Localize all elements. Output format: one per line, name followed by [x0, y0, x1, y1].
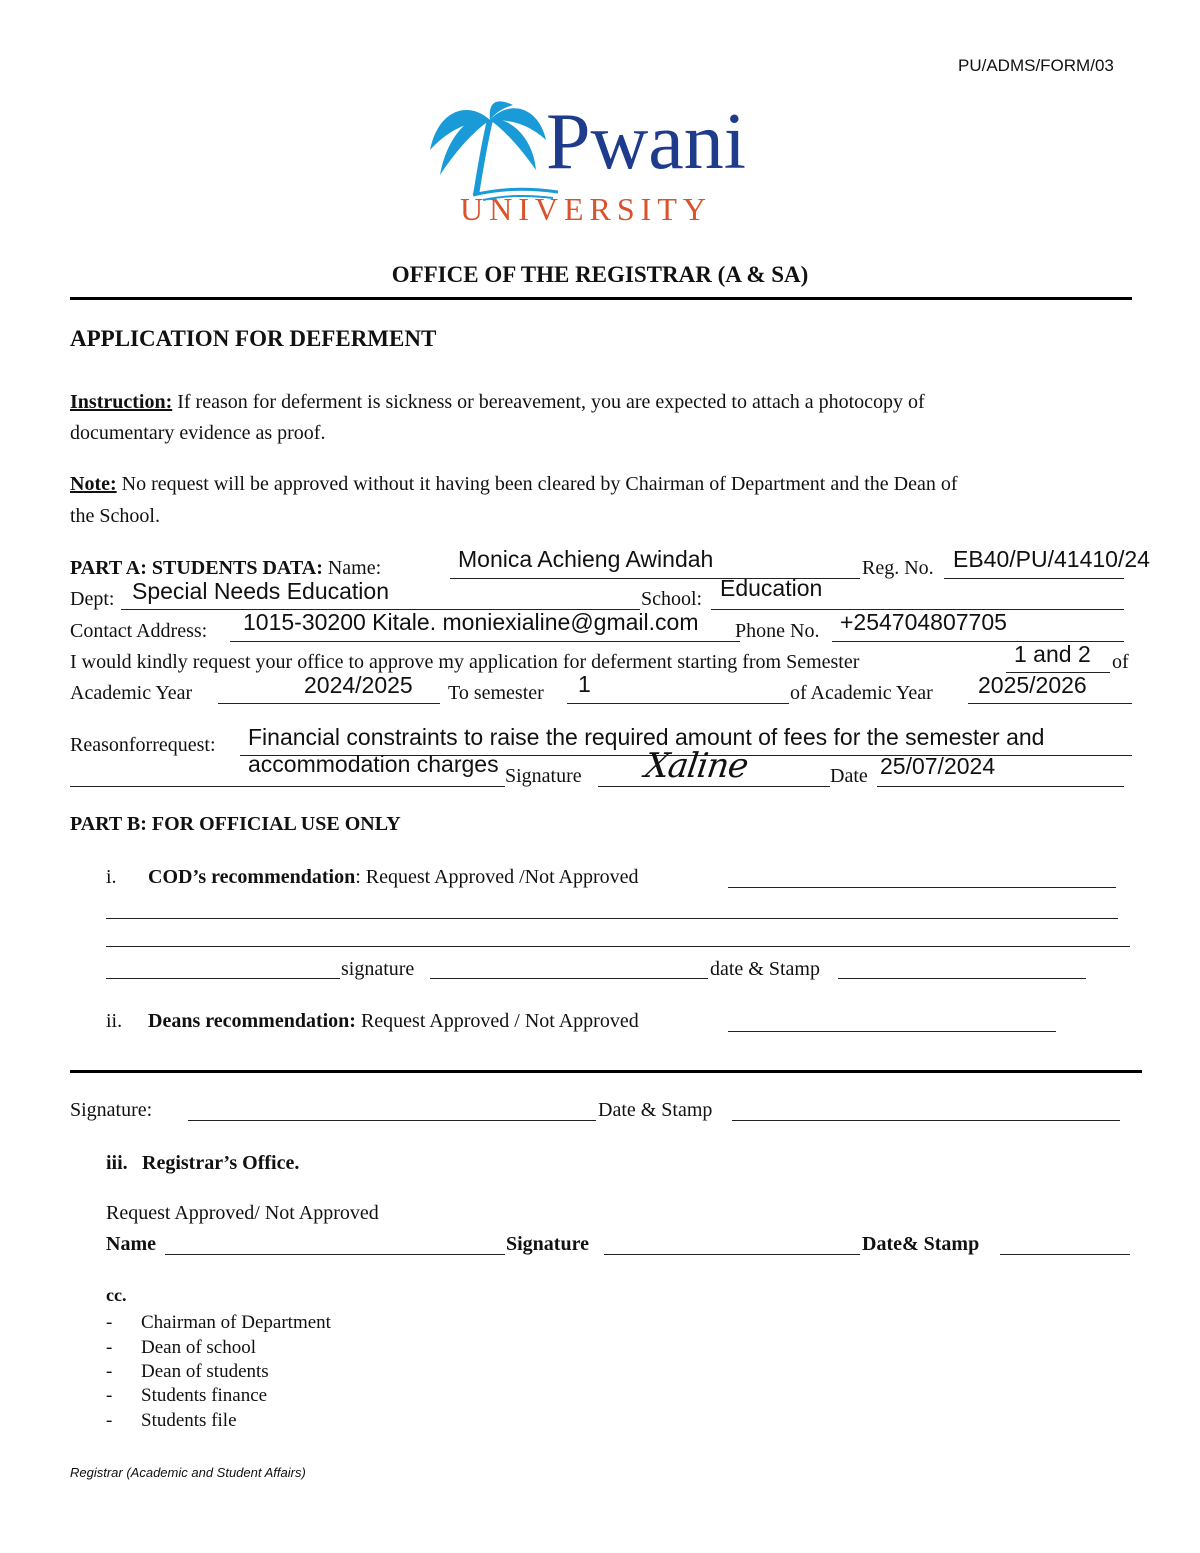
reg-no-line [944, 578, 1124, 579]
logo-subtitle: UNIVERSITY [460, 191, 712, 227]
registrar-name-line[interactable] [165, 1254, 505, 1255]
cod-signature-label: signature [341, 958, 415, 980]
cod-signature-line[interactable] [430, 978, 708, 979]
reg-no-label: Reg. No. [862, 557, 934, 579]
registrar-date-stamp-line[interactable] [1000, 1254, 1130, 1255]
name-label: Name: [327, 557, 382, 579]
dean-divider [70, 1070, 1142, 1073]
signature-label: Signature [505, 765, 582, 787]
cc-dash: - [106, 1385, 113, 1406]
cc-dash: - [106, 1337, 113, 1358]
cod-extra-line-1[interactable] [106, 918, 1118, 919]
registrar-signature-label: Signature [506, 1233, 589, 1255]
instruction-label: Instruction: [70, 391, 173, 413]
student-name-field[interactable]: Monica Achieng Awindah [458, 546, 714, 572]
end-semester-line [567, 703, 789, 704]
date-line [877, 786, 1124, 787]
note-line-2: the School. [70, 505, 160, 527]
end-year-line [968, 703, 1132, 704]
start-year-line [218, 703, 440, 704]
dean-date-stamp-line[interactable] [732, 1120, 1120, 1121]
note-text: No request will be approved without it having been cleared by Chairman of Department and the Dean of [121, 473, 958, 495]
registrar-signature-line[interactable] [604, 1254, 860, 1255]
cc-item: Dean of school [141, 1337, 257, 1358]
reason-field-line-2[interactable]: accommodation charges [248, 751, 499, 777]
cc-label: cc. [106, 1285, 127, 1305]
cc-item: Students finance [141, 1385, 268, 1406]
cod-text: : Request Approved /Not Approved [355, 866, 639, 888]
form-code: PU/ADMS/FORM/03 [958, 56, 1114, 75]
dean-date-stamp-label: Date & Stamp [598, 1099, 713, 1121]
phone-field[interactable]: +254704807705 [840, 609, 1007, 635]
start-semester-field[interactable]: 1 and 2 [1014, 641, 1091, 667]
cc-dash: - [106, 1361, 113, 1382]
cod-date-stamp-label: date & Stamp [710, 958, 820, 980]
registrar-date-stamp-label: Date& Stamp [862, 1233, 980, 1255]
school-label: School: [641, 588, 703, 610]
of-academic-year-label: of Academic Year [790, 682, 933, 704]
office-title: OFFICE OF THE REGISTRAR (A & SA) [391, 262, 809, 287]
registrar-status: Request Approved/ Not Approved [106, 1202, 379, 1224]
registrar-num: iii. [106, 1152, 128, 1174]
cc-item: Students file [141, 1410, 237, 1431]
part-a-heading: PART A: STUDENTS DATA: [70, 557, 323, 579]
dean-label: Deans recommendation: [148, 1010, 356, 1032]
registrar-label: Registrar’s Office. [142, 1152, 300, 1174]
date-field[interactable]: 25/07/2024 [880, 753, 996, 779]
instruction-line-2: documentary evidence as proof. [70, 422, 326, 444]
signature-line [598, 786, 830, 787]
logo-wordmark: Pwani [546, 98, 746, 186]
signature-handwriting[interactable]: Xaline [642, 746, 751, 786]
end-year-field[interactable]: 2025/2026 [978, 672, 1087, 698]
instruction-line-1 [70, 391, 925, 414]
cod-row [148, 866, 639, 889]
registrar-name-label: Name [106, 1233, 156, 1255]
cod-label: COD’s recommendation [148, 866, 356, 888]
cod-pre-signature-line[interactable] [106, 978, 340, 979]
part-a-name-row [70, 557, 381, 580]
dean-signature-line[interactable] [188, 1120, 596, 1121]
contact-line [230, 641, 740, 642]
cod-line[interactable] [728, 887, 1116, 888]
note-label: Note: [70, 473, 117, 495]
footer-text: Registrar (Academic and Student Affairs) [70, 1465, 306, 1480]
date-label: Date [830, 765, 868, 787]
to-semester-label: To semester [448, 682, 544, 704]
cc-dash: - [106, 1312, 113, 1333]
start-year-field[interactable]: 2024/2025 [304, 672, 413, 698]
cc-item: Dean of students [141, 1361, 269, 1382]
cc-dash: - [106, 1410, 113, 1431]
contact-label: Contact Address: [70, 620, 208, 642]
reg-no-field[interactable]: EB40/PU/41410/24 [953, 546, 1150, 572]
dean-signature-label: Signature: [70, 1099, 153, 1121]
cod-extra-line-2[interactable] [106, 946, 1130, 947]
contact-field[interactable]: 1015-30200 Kitale. moniexialine@gmail.com [243, 609, 699, 635]
phone-label: Phone No. [735, 620, 820, 642]
cc-item: Chairman of Department [141, 1312, 331, 1333]
form-title: APPLICATION FOR DEFERMENT [70, 326, 437, 351]
note-line-1 [70, 473, 957, 496]
dean-row [148, 1010, 639, 1033]
reason-label: Reasonforrequest: [70, 734, 216, 756]
end-semester-field[interactable]: 1 [578, 671, 591, 697]
school-field[interactable]: Education [720, 575, 823, 601]
cod-num: i. [106, 866, 117, 888]
dept-field[interactable]: Special Needs Education [132, 578, 389, 604]
request-text: I would kindly request your office to approve my application for deferment starting from Semester [70, 651, 860, 673]
dean-text: Request Approved / Not Approved [360, 1010, 639, 1032]
dean-line[interactable] [728, 1031, 1056, 1032]
dept-label: Dept: [70, 588, 115, 610]
title-divider [70, 297, 1132, 300]
reason-line-2 [70, 786, 505, 787]
academic-year-label: Academic Year [70, 682, 193, 704]
instruction-text: If reason for deferment is sickness or bereavement, you are expected to attach a photocopy of [177, 391, 925, 413]
university-logo [428, 98, 746, 227]
dean-num: ii. [106, 1010, 123, 1032]
cod-date-stamp-line[interactable] [838, 978, 1086, 979]
part-b-heading: PART B: FOR OFFICIAL USE ONLY [70, 813, 401, 835]
of-label: of [1112, 651, 1129, 673]
reason-field-line-1[interactable]: Financial constraints to raise the required amount of fees for the semester and [248, 724, 1045, 750]
